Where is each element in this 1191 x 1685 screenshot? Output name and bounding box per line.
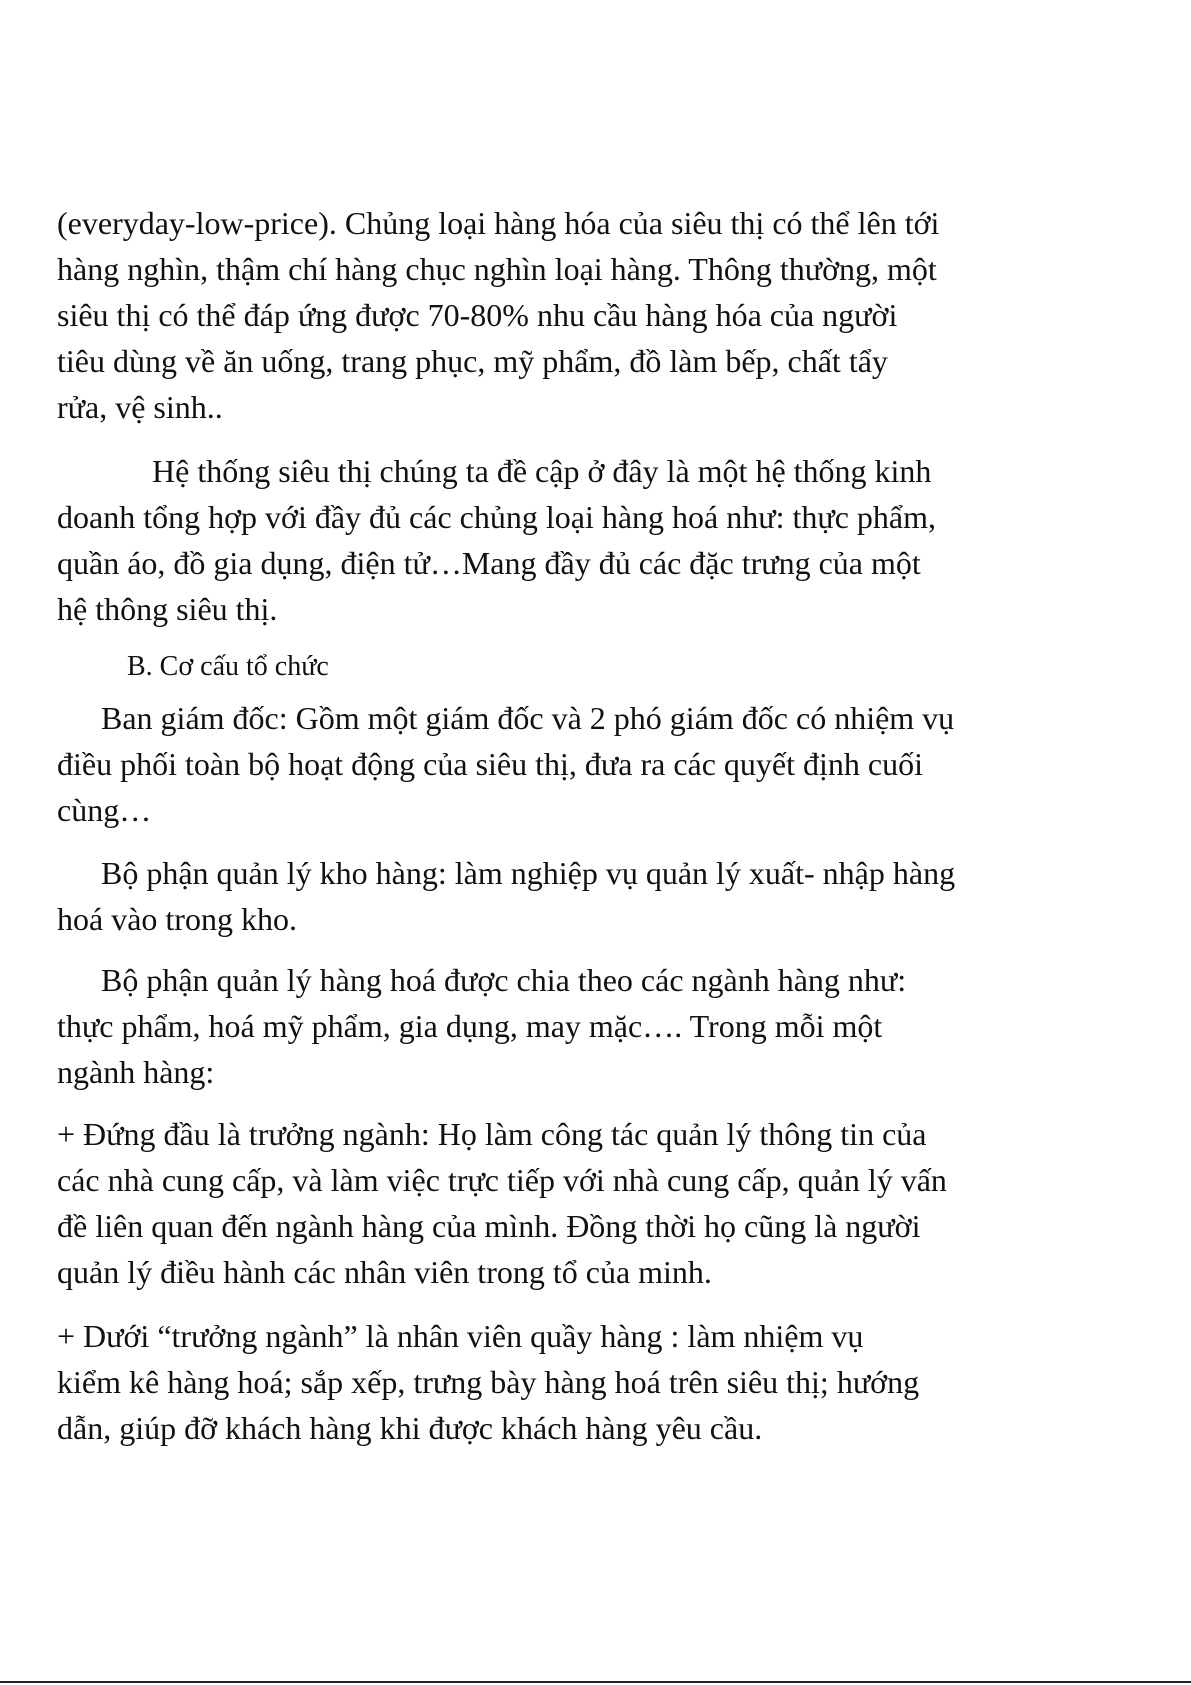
text-line: Bộ phận quản lý kho hàng: làm nghiệp vụ quản lý xuất- nhập hàng (101, 855, 956, 891)
text-line: (everyday-low-price). Chủng loại hàng hóa của siêu thị có thể lên tới (57, 205, 940, 241)
text-line: hoá vào trong kho. (57, 901, 297, 937)
text-line: doanh tổng hợp với đầy đủ các chủng loại hàng hoá như: thực phẩm, (57, 499, 936, 535)
text-line: siêu thị có thể đáp ứng được 70-80% nhu cầu hàng hóa của người (57, 297, 898, 333)
paragraph-supermarket-overview (57, 200, 1047, 430)
text-line: điều phối toàn bộ hoạt động của siêu thị, đưa ra các quyết định cuối (57, 746, 923, 782)
text-line: cùng… (57, 792, 152, 828)
text-line: các nhà cung cấp, và làm việc trực tiếp với nhà cung cấp, quản lý vấn (57, 1162, 947, 1198)
text-line: + Đứng đầu là trưởng ngành: Họ làm công tác quản lý thông tin của (57, 1116, 927, 1152)
text-line: đề liên quan đến ngành hàng của mình. Đồng thời họ cũng là người (57, 1208, 921, 1244)
text-line: dẫn, giúp đỡ khách hàng khi được khách hàng yêu cầu. (57, 1410, 763, 1446)
text-line: Bộ phận quản lý hàng hoá được chia theo các ngành hàng như: (101, 962, 907, 998)
text-line: Ban giám đốc: Gồm một giám đốc và 2 phó giám đốc có nhiệm vụ (101, 700, 955, 736)
section-heading: B. Cơ cấu tổ chức (127, 651, 329, 682)
text-line: + Dưới “trưởng ngành” là nhân viên quầy hàng : làm nhiệm vụ (57, 1318, 864, 1354)
paragraph-department-head (57, 1111, 1047, 1295)
text-line: ngành hàng: (57, 1054, 215, 1090)
text-line: quần áo, đồ gia dụng, điện tử…Mang đầy đủ các đặc trưng của một (57, 545, 921, 581)
text-line: hệ thông siêu thị. (57, 591, 278, 627)
text-line: Hệ thống siêu thị chúng ta đề cập ở đây là một hệ thống kinh (152, 453, 932, 489)
paragraph-board-of-directors (57, 695, 1047, 833)
text-line: hàng nghìn, thậm chí hàng chục nghìn loại hàng. Thông thường, một (57, 251, 937, 287)
text-line: tiêu dùng về ăn uống, trang phục, mỹ phẩm, đồ làm bếp, chất tẩy (57, 343, 888, 379)
text-line: rửa, vệ sinh.. (57, 389, 223, 425)
paragraph-system-description (57, 448, 1047, 632)
paragraph-goods-management (57, 957, 1047, 1095)
paragraph-warehouse-management (57, 850, 1047, 942)
paragraph-counter-staff (57, 1313, 1047, 1451)
text-line: quản lý điều hành các nhân viên trong tổ của minh. (57, 1254, 712, 1290)
page-bottom-divider (0, 1681, 1191, 1683)
text-line: kiểm kê hàng hoá; sắp xếp, trưng bày hàng hoá trên siêu thị; hướng (57, 1364, 920, 1400)
text-line: thực phẩm, hoá mỹ phẩm, gia dụng, may mặc…. Trong mỗi một (57, 1008, 883, 1044)
